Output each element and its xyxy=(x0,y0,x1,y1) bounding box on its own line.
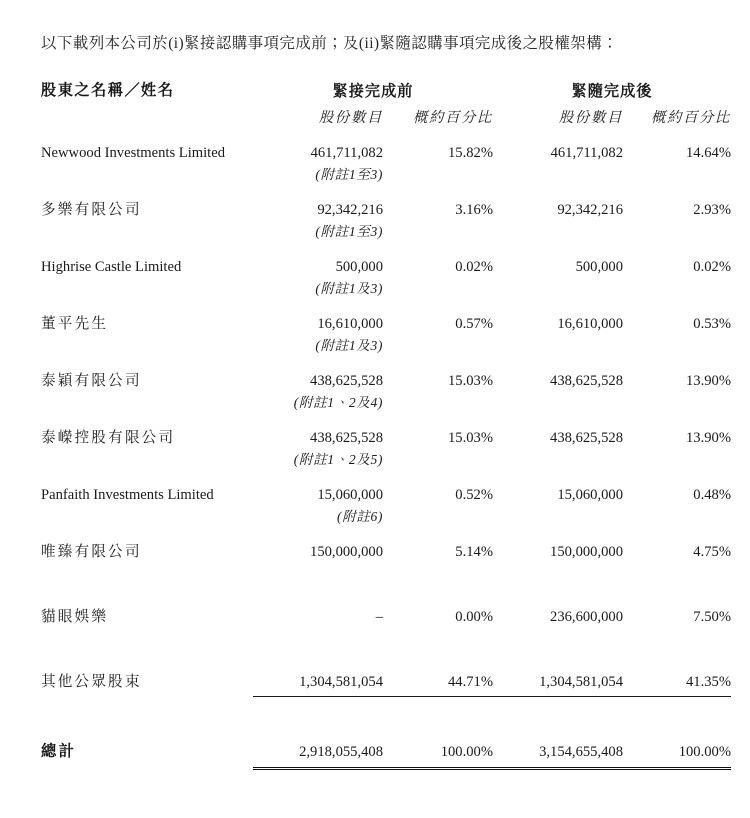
table-row xyxy=(41,542,731,585)
percent-before-cell-value: 0.02% xyxy=(455,259,493,275)
percent-after-cell xyxy=(623,200,731,243)
table-row xyxy=(41,428,731,471)
percent-after-cell-value: 2.93% xyxy=(693,202,731,218)
column-subheader-shares-before: 股份數目 xyxy=(319,110,383,126)
percent-before-cell-value: 15.03% xyxy=(448,373,493,389)
shares-before-cell-value: – xyxy=(375,609,383,625)
row-spacer-cell xyxy=(41,720,731,742)
shareholder-name-cell xyxy=(41,200,253,243)
shareholder-name: Panfaith Investments Limited xyxy=(41,487,214,503)
shares-before-cell-value: 438,625,528 xyxy=(310,373,383,389)
shareholder-name-cell xyxy=(41,371,253,414)
shares-after-cell-value: 461,711,082 xyxy=(550,145,623,161)
percent-before-cell-value: 15.03% xyxy=(448,430,493,446)
row-spacer xyxy=(41,720,731,742)
percent-after-cell-value: 0.53% xyxy=(693,316,731,332)
row-spacer xyxy=(41,186,731,200)
row-spacer xyxy=(41,650,731,672)
percent-before-cell-value: 0.57% xyxy=(455,316,493,332)
table-total-row xyxy=(41,742,731,770)
shares-before-cell xyxy=(253,428,383,471)
percent-after-cell-value: 4.75% xyxy=(693,544,731,560)
percent-before-cell xyxy=(383,428,493,471)
shares-after-cell xyxy=(493,314,623,357)
shareholder-name: 貓眼娛樂 xyxy=(41,609,109,625)
shareholder-name-cell xyxy=(41,607,253,650)
shares-after-cell xyxy=(493,428,623,471)
shareholder-name: Newwood Investments Limited xyxy=(41,145,226,161)
shares-before-cell xyxy=(253,542,383,585)
column-header-shareholder-name: 股東之名稱／姓名 xyxy=(41,82,175,99)
percent-after-cell xyxy=(623,485,731,528)
total-shares-before-cell xyxy=(253,742,383,770)
percent-before-cell-value: 3.16% xyxy=(455,202,493,218)
percent-after-cell-value: 13.90% xyxy=(686,430,731,446)
shares-before-cell-note: (附註1、2及5) xyxy=(293,452,383,467)
row-spacer xyxy=(41,528,731,542)
shares-after-cell xyxy=(493,257,623,300)
shares-after-cell-value: 438,625,528 xyxy=(550,430,623,446)
row-spacer xyxy=(41,585,731,607)
table-body xyxy=(41,143,731,770)
table-row xyxy=(41,371,731,414)
shareholder-name: Highrise Castle Limited xyxy=(41,259,182,275)
shares-before-cell-note: (附註1至3) xyxy=(315,224,383,239)
percent-after-cell xyxy=(623,607,731,650)
row-spacer-cell xyxy=(41,471,731,485)
shares-before-cell-value: 438,625,528 xyxy=(310,430,383,446)
total-shares-before-cell-value: 2,918,055,408 xyxy=(253,742,383,770)
shares-after-cell-value: 16,610,000 xyxy=(557,316,623,332)
column-subheader-spacer xyxy=(41,104,253,143)
shares-before-cell-value: 500,000 xyxy=(335,259,383,275)
shares-before-cell xyxy=(253,257,383,300)
shares-after-cell xyxy=(493,607,623,650)
column-group-header-before: 緊接完成前 xyxy=(332,83,414,100)
shares-before-cell xyxy=(253,314,383,357)
column-subheader-shares-after: 股份數目 xyxy=(559,110,623,126)
shares-before-cell-note: (附註6) xyxy=(336,509,383,524)
table-header xyxy=(41,79,731,143)
shares-after-cell-value: 500,000 xyxy=(575,259,623,275)
shareholder-name-cell xyxy=(41,143,253,186)
shares-after-cell xyxy=(493,371,623,414)
shareholder-name-cell xyxy=(41,542,253,585)
shareholder-name-cell xyxy=(41,672,253,720)
percent-after-cell xyxy=(623,143,731,186)
shares-after-cell xyxy=(493,143,623,186)
percent-after-cell xyxy=(623,257,731,300)
shares-after-cell-value: 438,625,528 xyxy=(550,373,623,389)
table-row xyxy=(41,607,731,650)
percent-after-cell xyxy=(623,542,731,585)
percent-after-cell xyxy=(623,428,731,471)
row-spacer xyxy=(41,357,731,371)
shares-before-cell xyxy=(253,200,383,243)
column-subheader-percent-before: 概約百分比 xyxy=(413,110,493,126)
total-shares-after-cell-value: 3,154,655,408 xyxy=(493,742,623,770)
total-label: 總計 xyxy=(41,743,77,760)
shareholder-name-cell xyxy=(41,257,253,300)
column-subheader-percent-after: 概約百分比 xyxy=(651,110,731,126)
table-row xyxy=(41,485,731,528)
percent-before-cell xyxy=(383,542,493,585)
shareholder-name: 泰穎有限公司 xyxy=(41,373,142,389)
row-spacer xyxy=(41,300,731,314)
percent-before-cell-value: 44.71% xyxy=(383,672,493,697)
shareholder-name-cell xyxy=(41,314,253,357)
row-spacer-cell xyxy=(41,414,731,428)
shares-before-cell-value: 92,342,216 xyxy=(317,202,383,218)
row-spacer-cell xyxy=(41,186,731,200)
row-spacer-cell xyxy=(41,585,731,607)
shares-after-cell-value: 92,342,216 xyxy=(557,202,623,218)
row-spacer xyxy=(41,471,731,485)
row-spacer-cell xyxy=(41,528,731,542)
shares-after-cell-value: 150,000,000 xyxy=(550,544,623,560)
shareholding-table xyxy=(41,79,731,770)
row-spacer-cell xyxy=(41,357,731,371)
column-group-header-after: 緊隨完成後 xyxy=(571,83,653,100)
percent-before-cell-value: 0.00% xyxy=(455,609,493,625)
percent-after-cell xyxy=(623,314,731,357)
percent-before-cell xyxy=(383,371,493,414)
percent-before-cell xyxy=(383,485,493,528)
percent-after-cell xyxy=(623,371,731,414)
shares-before-cell-note: (附註1、2及4) xyxy=(293,395,383,410)
total-shares-after-cell xyxy=(493,742,623,770)
percent-before-cell xyxy=(383,143,493,186)
shares-after-cell xyxy=(493,485,623,528)
shares-before-cell xyxy=(253,672,383,720)
total-percent-after-cell xyxy=(623,742,731,770)
total-percent-before-cell xyxy=(383,742,493,770)
row-spacer xyxy=(41,243,731,257)
shares-before-cell-value: 1,304,581,054 xyxy=(253,672,383,697)
row-spacer-cell xyxy=(41,243,731,257)
row-spacer-cell xyxy=(41,650,731,672)
table-row xyxy=(41,314,731,357)
percent-before-cell xyxy=(383,607,493,650)
percent-after-cell-value: 13.90% xyxy=(686,373,731,389)
shares-after-cell xyxy=(493,672,623,720)
total-label-cell xyxy=(41,742,253,770)
intro-paragraph: 以下載列本公司於(i)緊接認購事項完成前；及(ii)緊隨認購事項完成後之股權架構： xyxy=(41,35,618,52)
shares-after-cell-value: 236,600,000 xyxy=(550,609,623,625)
percent-before-cell-value: 15.82% xyxy=(448,145,493,161)
total-percent-before-cell-value: 100.00% xyxy=(383,742,493,770)
shares-before-cell xyxy=(253,485,383,528)
shares-before-cell-value: 15,060,000 xyxy=(317,487,383,503)
percent-before-cell xyxy=(383,200,493,243)
table-row xyxy=(41,672,731,720)
table-row xyxy=(41,143,731,186)
shares-after-cell-value: 15,060,000 xyxy=(557,487,623,503)
shareholder-name-cell xyxy=(41,428,253,471)
shares-before-cell-value: 16,610,000 xyxy=(317,316,383,332)
row-spacer xyxy=(41,414,731,428)
percent-before-cell xyxy=(383,314,493,357)
row-spacer-cell xyxy=(41,300,731,314)
percent-after-cell-value: 41.35% xyxy=(623,672,731,697)
shares-before-cell-value: 461,711,082 xyxy=(310,145,383,161)
shareholder-name: 唯臻有限公司 xyxy=(41,544,142,560)
shares-before-cell xyxy=(253,607,383,650)
shares-after-cell-value: 1,304,581,054 xyxy=(493,672,623,697)
percent-after-cell-value: 0.48% xyxy=(693,487,731,503)
percent-after-cell-value: 0.02% xyxy=(693,259,731,275)
percent-after-cell-value: 14.64% xyxy=(686,145,731,161)
percent-after-cell xyxy=(623,672,731,720)
shares-after-cell xyxy=(493,542,623,585)
percent-before-cell xyxy=(383,257,493,300)
percent-before-cell-value: 0.52% xyxy=(455,487,493,503)
table-header-group-row xyxy=(41,79,731,104)
shares-before-cell-note: (附註1及3) xyxy=(315,281,383,296)
shares-before-cell-note: (附註1及3) xyxy=(315,338,383,353)
table-header-sub-row xyxy=(41,104,731,143)
percent-before-cell-value: 5.14% xyxy=(455,544,493,560)
shares-before-cell xyxy=(253,143,383,186)
shares-after-cell xyxy=(493,200,623,243)
percent-after-cell-value: 7.50% xyxy=(693,609,731,625)
percent-before-cell xyxy=(383,672,493,720)
shareholder-name: 董平先生 xyxy=(41,316,109,332)
table-row xyxy=(41,257,731,300)
shares-before-cell xyxy=(253,371,383,414)
shareholder-name: 多樂有限公司 xyxy=(41,202,142,218)
shareholder-name: 泰嶸控股有限公司 xyxy=(41,430,176,446)
shares-before-cell-note: (附註1至3) xyxy=(315,167,383,182)
shareholder-name: 其他公眾股束 xyxy=(41,674,142,690)
total-percent-after-cell-value: 100.00% xyxy=(623,742,731,770)
shares-before-cell-value: 150,000,000 xyxy=(310,544,383,560)
table-row xyxy=(41,200,731,243)
shareholder-name-cell xyxy=(41,485,253,528)
